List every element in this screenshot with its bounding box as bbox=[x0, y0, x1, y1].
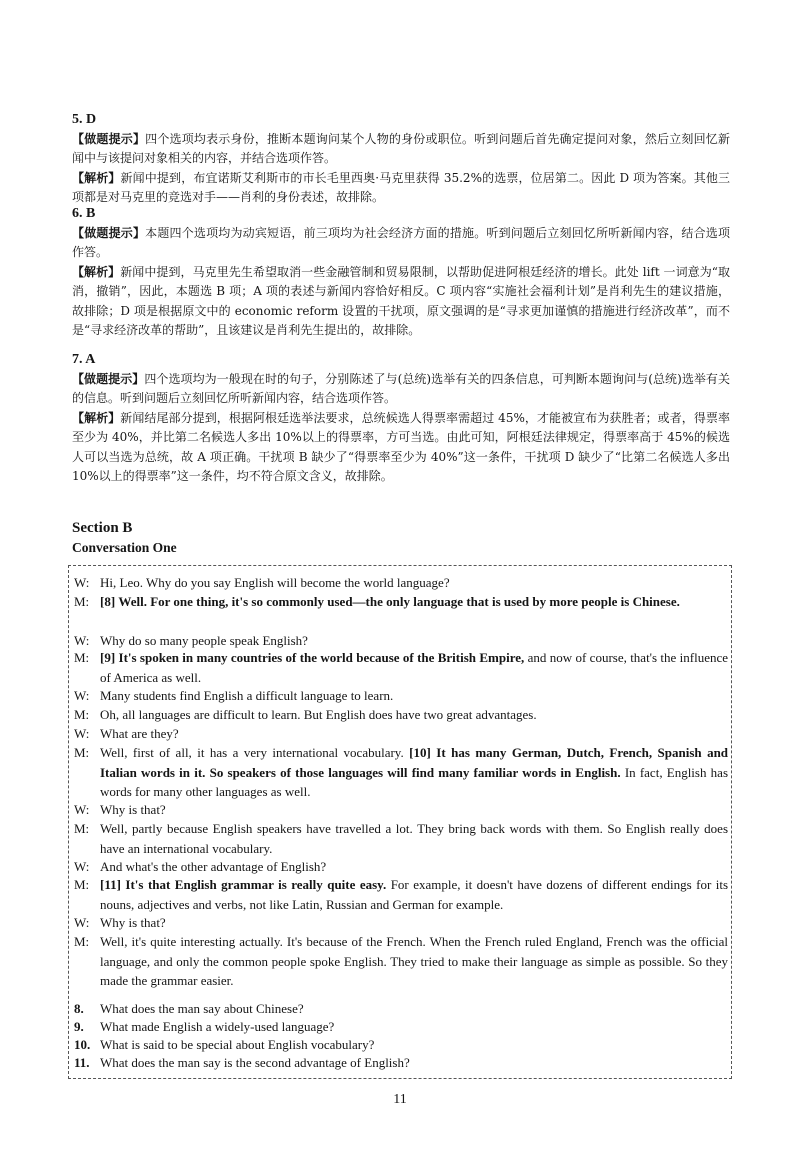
speaker-label: M: bbox=[74, 707, 90, 722]
speaker-label: M: bbox=[74, 821, 90, 836]
hint-paragraph: 【做题提示】四个选项均表示身份，推断本题询问某个人物的身份或职位。听到问题后首先确定提问对象，然后立刻回忆新闻中与该提问对象相关的内容，并结合选项作答。 bbox=[72, 132, 730, 166]
speaker-label: M: bbox=[74, 934, 90, 949]
speaker-label: M: bbox=[74, 650, 90, 665]
speaker-label: W: bbox=[74, 688, 90, 703]
speaker-label: W: bbox=[74, 726, 90, 741]
question-marker: [11] bbox=[100, 877, 121, 892]
question-item: 9. What made English a widely-used language? bbox=[74, 1019, 335, 1034]
section-title: Section B bbox=[72, 520, 133, 536]
speaker-label: M: bbox=[74, 745, 90, 760]
dialogue-line: M: Well, first of all, it has a very international vocabulary. [10] It has many German, Dutch, French, Spanish and Italian words in it. So speakers of those languages will find many familiar words in English. In fact, English has words for many other languages as well. bbox=[74, 745, 729, 799]
dialogue-line: M: [8] Well. For one thing, it's so commonly used—the only language that is used by more people is Chinese. bbox=[74, 592, 728, 612]
answer-block-5 bbox=[72, 110, 730, 208]
answer-heading: 7. A bbox=[72, 352, 96, 367]
conversation-title: Conversation One bbox=[72, 540, 177, 555]
answer-block-6 bbox=[72, 204, 730, 340]
speaker-label: W: bbox=[74, 915, 90, 930]
speaker-label: M: bbox=[74, 877, 90, 892]
answer-heading: 5. D bbox=[72, 112, 97, 127]
question-marker: [8] bbox=[100, 594, 116, 609]
hint-paragraph: 【做题提示】四个选项均为一般现在时的句子，分别陈述了与(总统)选举有关的四条信息，可判断本题询问与(总统)选举有关的信息。听到问题后立刻回忆所听新闻内容，结合选项作答。 bbox=[72, 372, 730, 406]
dialogue-line: M: Well, partly because English speakers have travelled a lot. They bring back words with them. So English really does have an international vocabulary. bbox=[74, 821, 728, 856]
dialogue-line: W: What are they? bbox=[74, 724, 728, 744]
speaker-label: W: bbox=[74, 575, 90, 590]
analysis-paragraph: 【解析】新闻中提到，布宜诺斯艾利斯市的市长毛里西奥·马克里获得 35.2%的选票，位居第二。因此 D 项为答案。其他三项都是对马克里的竞选对手——肖利的身份表述，故排除。 bbox=[72, 170, 730, 205]
hint-paragraph: 【做题提示】本题四个选项均为动宾短语，前三项均为社会经济方面的措施。听到问题后立刻回忆所听新闻内容，结合选项作答。 bbox=[72, 226, 730, 260]
dialogue-line: W: Why is that? bbox=[74, 800, 728, 820]
analysis-paragraph: 【解析】新闻中提到，马克里先生希望取消一些金融管制和贸易限制，以帮助促进阿根廷经济的增长。此处 lift 一词意为“取消，撤销”，因此，本题选 B 项；A 项的表述与新闻内容恰好相反。C 项内容“实施社会福利计划”是肖利先生的建议措施，故排除；D 项是根据原文中的 economic reform 设置的干扰项，原文强调的是“寻求更加谨慎的措施进行经济改革”，而不是“寻求经济改革的帮助”，且该建议是肖利先生提出的，故排除。 bbox=[72, 264, 730, 338]
dialogue-line: M: [11] It's that English grammar is really quite easy. For example, it doesn't have dozens of different endings for its nouns, adjectives and verbs, not like Latin, Russian and German for example. bbox=[74, 877, 729, 912]
dialogue-line: W: Why is that? bbox=[74, 913, 728, 933]
dialogue-line: W: And what's the other advantage of English? bbox=[74, 857, 728, 877]
speaker-label: W: bbox=[74, 633, 90, 648]
question-item: 8. What does the man say about Chinese? bbox=[74, 1001, 304, 1016]
question-marker: [10] bbox=[409, 745, 431, 760]
dialogue-line: W: Hi, Leo. Why do you say English will become the world language? bbox=[74, 573, 728, 593]
question-item: 10. What is said to be special about English vocabulary? bbox=[74, 1037, 375, 1052]
speaker-label: W: bbox=[74, 802, 90, 817]
speaker-label: W: bbox=[74, 859, 90, 874]
answer-heading: 6. B bbox=[72, 206, 96, 221]
analysis-paragraph: 【解析】新闻结尾部分提到，根据阿根廷选举法要求，总统候选人得票率需超过 45%，才能被宣布为获胜者；或者，得票率至少为 40%，并比第二名候选人多出 10%以上的得票率，方可当选。由此可知，阿根廷法律规定，得票率高于 45%的候选人可以当选为总统，故 A 项正确。干扰项 B 缺少了“得票率至少为 40%”这一条件，干扰项 D 缺少了“比第二名候选人多出 10%以上的得票率”这一条件，均不符合原文含义，故排除。 bbox=[72, 410, 730, 484]
question-item: 11. What does the man say is the second advantage of English? bbox=[74, 1055, 410, 1070]
speaker-label: M: bbox=[74, 594, 90, 609]
dialogue-line: M: Oh, all languages are difficult to learn. But English does have two great advantages. bbox=[74, 705, 728, 725]
dialogue-line: W: Many students find English a difficult language to learn. bbox=[74, 686, 728, 706]
answer-block-7 bbox=[72, 350, 730, 486]
dialogue-line: M: Well, it's quite interesting actually. It's because of the French. When the French ruled England, French was the official language, and only the common people spoke English. They tried to make their language as simple as possible. So they made the grammar easier. bbox=[74, 934, 728, 988]
question-marker: [9] bbox=[100, 650, 116, 665]
dialogue-line: W: Why do so many people speak English? bbox=[74, 631, 728, 651]
dialogue-line: M: [9] It's spoken in many countries of the world because of the British Empire, and now of course, that's the influence of America as well. bbox=[74, 650, 729, 685]
page-number: 11 bbox=[393, 1092, 407, 1107]
